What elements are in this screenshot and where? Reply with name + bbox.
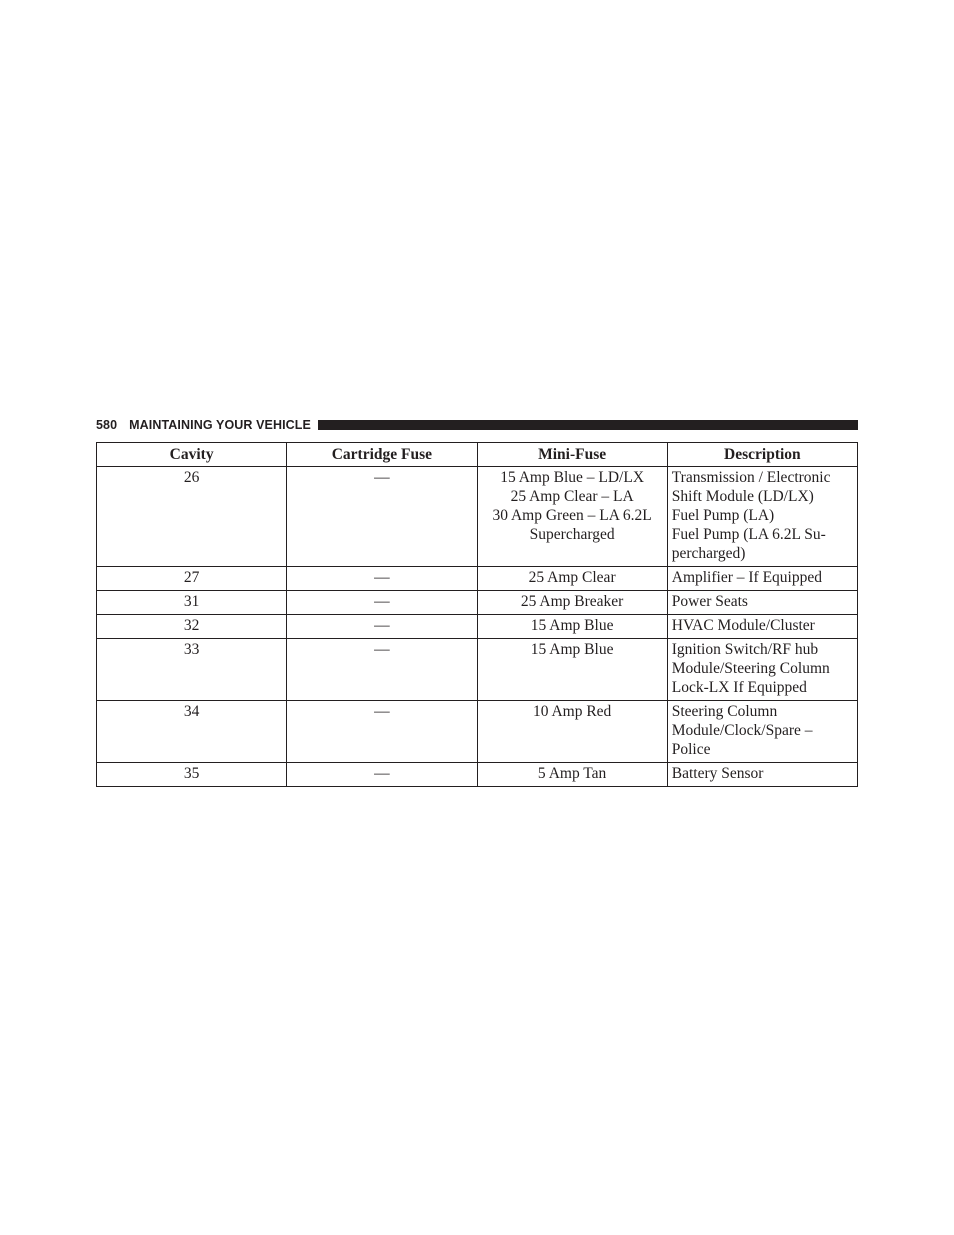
table-row <box>97 701 858 763</box>
mini-fuse-cell <box>477 639 667 701</box>
section-title: MAINTAINING YOUR VEHICLE <box>129 418 311 432</box>
table-row <box>97 567 858 591</box>
mini-fuse-cell <box>477 615 667 639</box>
description-line: Battery Sensor <box>671 765 764 782</box>
description-line: Steering Column <box>671 703 778 720</box>
description-line: Module/Steering Column <box>671 660 830 677</box>
cavity-cell: 32 <box>97 615 287 639</box>
column-header-description: Description <box>667 443 857 467</box>
cartridge-fuse-cell: — <box>287 591 477 615</box>
description-cell <box>667 567 857 591</box>
description-line: Fuel Pump (LA) <box>671 507 775 524</box>
mini-fuse-line: 15 Amp Blue <box>530 641 614 658</box>
mini-fuse-line: 25 Amp Clear <box>528 569 616 586</box>
description-line: Module/Clock/Spare – <box>671 722 813 739</box>
column-header-cartridge-fuse: Cartridge Fuse <box>287 443 477 467</box>
description-line: Amplifier – If Equipped <box>671 569 822 586</box>
cartridge-fuse-cell: — <box>287 763 477 787</box>
table-row <box>97 591 858 615</box>
fuse-table <box>96 442 858 787</box>
description-cell <box>667 467 857 567</box>
table-row <box>97 615 858 639</box>
cartridge-fuse-cell: — <box>287 467 477 567</box>
mini-fuse-cell <box>477 567 667 591</box>
cartridge-fuse-cell: — <box>287 567 477 591</box>
description-cell <box>667 591 857 615</box>
description-line: Transmission / Electronic <box>671 469 831 486</box>
mini-fuse-line: 15 Amp Blue <box>530 617 614 634</box>
description-line: percharged) <box>671 545 746 562</box>
mini-fuse-line: 5 Amp Tan <box>537 765 607 782</box>
table-row <box>97 467 858 567</box>
mini-fuse-line: 25 Amp Breaker <box>520 593 624 610</box>
description-line: Power Seats <box>671 593 748 610</box>
description-line: Police <box>671 741 711 758</box>
description-line: Shift Module (LD/LX) <box>671 488 814 505</box>
table-header-row <box>97 443 858 467</box>
mini-fuse-line: 30 Amp Green – LA 6.2L <box>492 507 652 524</box>
description-line: Lock-LX If Equipped <box>671 679 807 696</box>
cavity-cell: 27 <box>97 567 287 591</box>
mini-fuse-line: Supercharged <box>529 526 615 543</box>
description-line: HVAC Module/Cluster <box>671 617 815 634</box>
description-line: Ignition Switch/RF hub <box>671 641 819 658</box>
cavity-cell: 26 <box>97 467 287 567</box>
mini-fuse-cell <box>477 467 667 567</box>
description-cell <box>667 639 857 701</box>
description-cell <box>667 615 857 639</box>
description-cell <box>667 701 857 763</box>
cavity-cell: 35 <box>97 763 287 787</box>
cavity-cell: 34 <box>97 701 287 763</box>
header-rule <box>318 420 858 430</box>
cartridge-fuse-cell: — <box>287 615 477 639</box>
table-row <box>97 763 858 787</box>
column-header-cavity: Cavity <box>97 443 287 467</box>
page-header <box>96 417 858 433</box>
cartridge-fuse-cell: — <box>287 639 477 701</box>
description-line: Fuel Pump (LA 6.2L Su- <box>671 526 826 543</box>
column-header-mini-fuse: Mini-Fuse <box>477 443 667 467</box>
mini-fuse-cell <box>477 701 667 763</box>
description-cell <box>667 763 857 787</box>
mini-fuse-line: 25 Amp Clear – LA <box>510 488 634 505</box>
page-number: 580 <box>96 418 118 432</box>
cavity-cell: 33 <box>97 639 287 701</box>
cavity-cell: 31 <box>97 591 287 615</box>
cartridge-fuse-cell: — <box>287 701 477 763</box>
mini-fuse-cell <box>477 763 667 787</box>
mini-fuse-line: 10 Amp Red <box>532 703 612 720</box>
table-row <box>97 639 858 701</box>
mini-fuse-cell <box>477 591 667 615</box>
mini-fuse-line: 15 Amp Blue – LD/LX <box>500 469 645 486</box>
